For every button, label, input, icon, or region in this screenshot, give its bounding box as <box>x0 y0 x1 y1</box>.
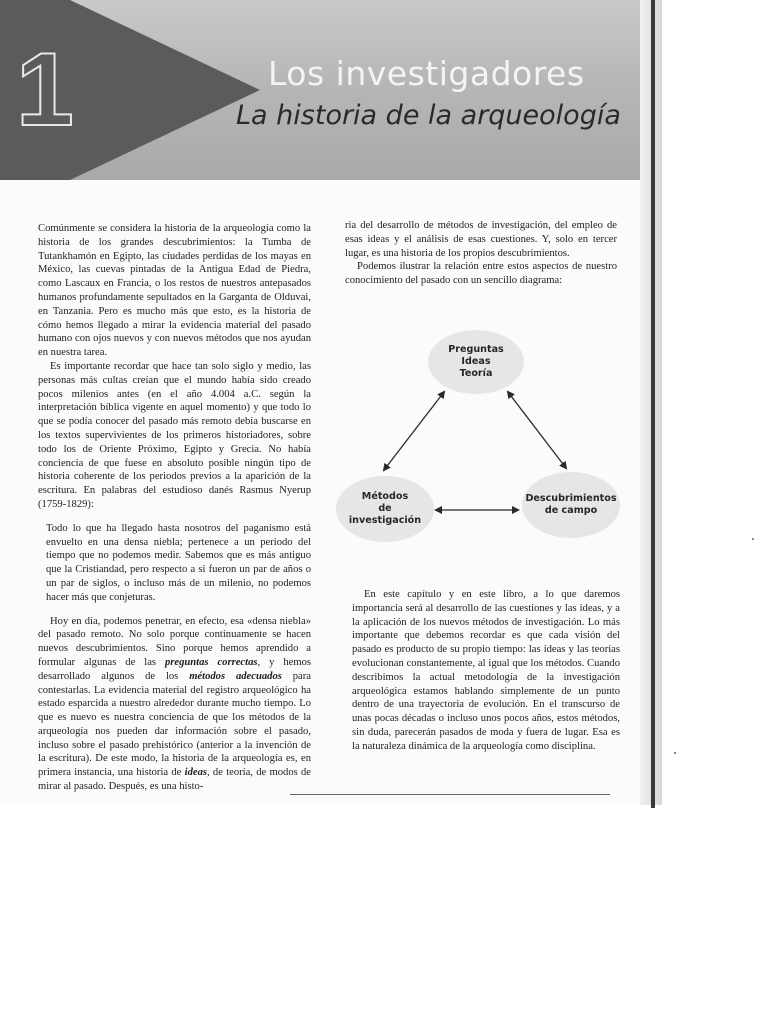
paragraph: En este capítulo y en este libro, a lo que daremos importancia será al desarrollo de las cuestiones y las ideas, y a la aplicación de los nuevos métodos de investigación. Lo más importante que debemos recordar es que cada visión del pasado es producto de su propio tiempo: las ideas y las teorías evolucionan constantemente, al igual que los métodos. Cuando describimos la actual metodología de la investigación arqueológica estamos hablando simplemente de un punto dentro de una trayectoria de evolución. En el transcurso de unas pocas décadas o incluso unos pocos años, estos métodos, sin duda, parecerán pasados de moda y fuera de lugar. Esa es la naturaleza dinámica de la arqueología como disciplina. <box>352 589 620 752</box>
node-descubrimientos-campo: Descubrimientos de campo <box>522 472 620 538</box>
emphasis-text: métodos adecuados <box>189 670 282 682</box>
relationship-diagram <box>332 330 628 545</box>
paragraph: Hoy en día, podemos penetrar, en efecto, esa «densa niebla» del pasado remoto. No solo porque continuamente se hacen nuevos descubrimientos. Sino porque hemos aprendido a formular algunas de las preguntas correctas, y hemos desarrollado algunos de los métodos adecuados para contestarlas. La evidencia material del registro arqueológico ha estado esparcida a nuestro alrededor durante mucho tiempo. Lo que es nuevo es nuestra conciencia de que los métodos de la arqueología nos pueden dar información sobre el pasado, incluso sobre el pasado prehistórico (anterior a la invención de la escritura). De este modo, la historia de la arqueología es, en primera instancia, una historia de ideas, de teoría, de modos de mirar al pasado. Después, es una histo- <box>38 615 311 793</box>
emphasis-text: preguntas correctas <box>164 656 258 668</box>
right-column-bottom <box>352 588 620 754</box>
scan-speck <box>674 752 676 754</box>
paragraph: Es importante recordar que hace tan solo siglo y medio, las personas más cultas creían que el mundo había sido creado pocos milenios antes (en el año 4.004 a.C. según la interpretación bíblica vigente en aquel momento) y que todo lo que se podía conocer del pasado más remoto debía buscarse en los textos supervivientes de los primeros historiadores, sobre todo los de Oriente Próximo, Egipto y Grecia. No había conciencia de que fuese en absoluto posible ningún tipo de historia coherente de los periodos previos a la aparición de la escritura. En palabras del estudioso danés Rasmus Nyerup (1759-1829): <box>38 360 311 510</box>
arrow-top-right <box>508 392 566 468</box>
scan-speck <box>752 538 754 540</box>
banner-arrow-shape <box>70 0 260 180</box>
arrow-top-left <box>384 392 444 470</box>
right-column-top <box>345 219 617 288</box>
page-edge <box>651 0 655 808</box>
emphasis-text: ideas <box>184 767 208 779</box>
paragraph: Comúnmente se considera la historia de la arqueología como la historia de los grandes descubrimientos: la Tumba de Tutankhamón en Egipto, las ciudades perdidas de los mayas en México, las cuevas pintadas de la Antigua Edad de Piedra, como Lascaux en Francia, o los restos de nuestros antepasados humanos profundamente sepultados en la Garganta de Olduvai, en Tanzania. Pero es mucho más que esto, es la historia de cómo hemos llegado a mirar la evidencia material del pasado humano con ojos nuevos y con nuevos métodos que nos ayudan en nuestra tarea. <box>38 223 311 359</box>
paragraph: Podemos ilustrar la relación entre estos aspectos de nuestro conocimiento del pasado con un sencillo diagrama: <box>345 261 617 287</box>
footer-rule <box>290 794 610 795</box>
block-quote: Todo lo que ha llegado hasta nosotros del paganismo está envuelto en una densa niebla; pertenece a un periodo del tiempo que no podemos medir. Sabemos que es más antiguo que la Cristiandad, pero respecto a si fueron un par de años o un par de siglos, o incluso más de un milenio, no podemos hacer más que conjeturas. <box>46 522 311 603</box>
chapter-subtitle: La historia de la arqueología <box>236 100 621 131</box>
chapter-number: 1 <box>16 32 74 148</box>
chapter-title: Los investigadores <box>268 54 585 93</box>
node-metodos-investigacion: Métodos de investigación <box>336 476 434 542</box>
paragraph: ria del desarrollo de métodos de investigación, del empleo de esas ideas y el análisis de esas cuestiones. Y, solo en tercer lugar, es una historia de los propios descubrimientos. <box>345 220 617 259</box>
left-column <box>38 222 311 794</box>
node-preguntas-ideas-teoria: Preguntas Ideas Teoría <box>428 330 524 394</box>
